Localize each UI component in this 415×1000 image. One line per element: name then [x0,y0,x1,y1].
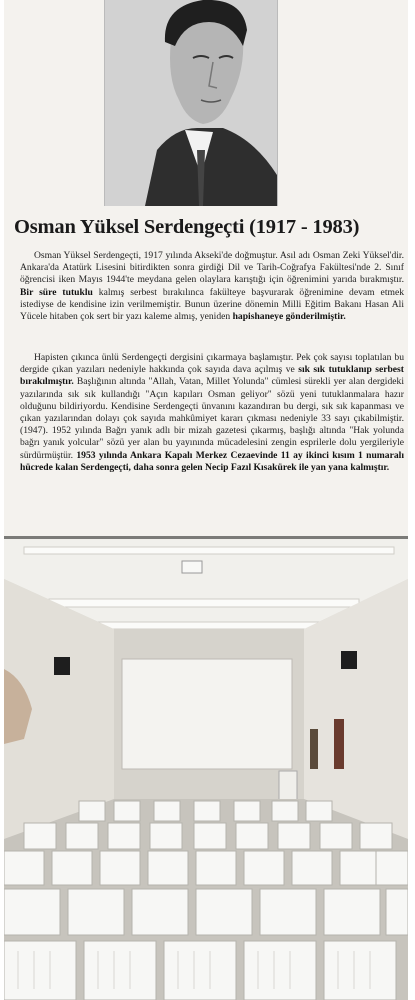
bio1-text-c: kalmış serbest bırakılınca fakülteye başvurarak öğrenimine devam etmek istediyse de kendisine izin verilmemiştir. Bunun üzerine dönemin Milli Eğitim Bakanı Hasan Ali Yücele hitaben çok sert bir yazı kaleme almış, yeniden [20,286,404,323]
bio2-bold-d: 1953 yılında Ankara Kapalı Merkez Cezaevinde 11 ay ikinci kısım 1 numaralı hücrede kalan Serdengeçti, daha sonra gelen Necip Fazıl Kısakürek ile yan yana kalmıştır. [20,449,404,473]
bio1-bold-b: Bir süre tutuklu [20,286,93,298]
bio2-text-a: Hapisten çıkınca ünlü Serdengeçti dergisini çıkarmaya başlamıştır. Pek çok sayısı toplatılan bu dergide çıkan yazıları nedeniyle hakkında çok sayıda dava açılmış ve [20,352,404,376]
screening-room-photo [4,539,408,1000]
biography-paragraph-2 [20,352,404,474]
memorial-poster [4,0,408,536]
bio1-text-a: Osman Yüksel Serdengeçti, 1917 yılında Akseki'de doğmuştur. Asıl adı Osman Zeki Yüksel'dir. Ankara'da Atatürk Lisesini bitirdikten sonra girdiği Dil ve Tarih-Coğrafya Fakültesi'nde 2. Sınıf öğrencisi iken Mayıs 1944'te meydana gelen olaylara karıştığı için öğrenimini yarıda bırakmıştır. [20,250,404,286]
room-drawing [4,539,408,1000]
poster-title: Osman Yüksel Serdengeçti (1917 - 1983) [14,216,360,238]
biography-paragraph-1 [20,250,404,323]
bio1-bold-d: hapishaneye gönderilmiştir. [232,311,346,323]
portrait-drawing [105,0,277,206]
portrait-photo [104,0,278,206]
bio2-bold-b: sık sık tutuklanıp serbest bırakılmıştır. [20,364,404,388]
bio2-text-c: Başlığının altında "Allah, Vatan, Millet Yolunda" cümlesi sürekli yer alan dergideki yazılarında sık sık kullandığı "Açın kapıları Osman geliyor" sözü yeni tutuklanmalara hazır olduğunu bildiriyordu. Kendisine Serdengeçti ünvanını kazandıran bu dergi, sık sık kapanması ve çıkan yazılarından dolayı çok sayıda mahkûmiyet kararı çıkması nedeniyle 33 sayı çıkabilmiştir. (1947). 1952 yılında Bağrı yanık adlı bir mizah gazetesi çıkarmış, başlığı altında "Hak yolunda bağrı yanık yolcular" sözü yer alan bu yayınında mücadelesini zengin esprilerle dolu yergileriyle sürdürmüştür. [20,376,404,461]
